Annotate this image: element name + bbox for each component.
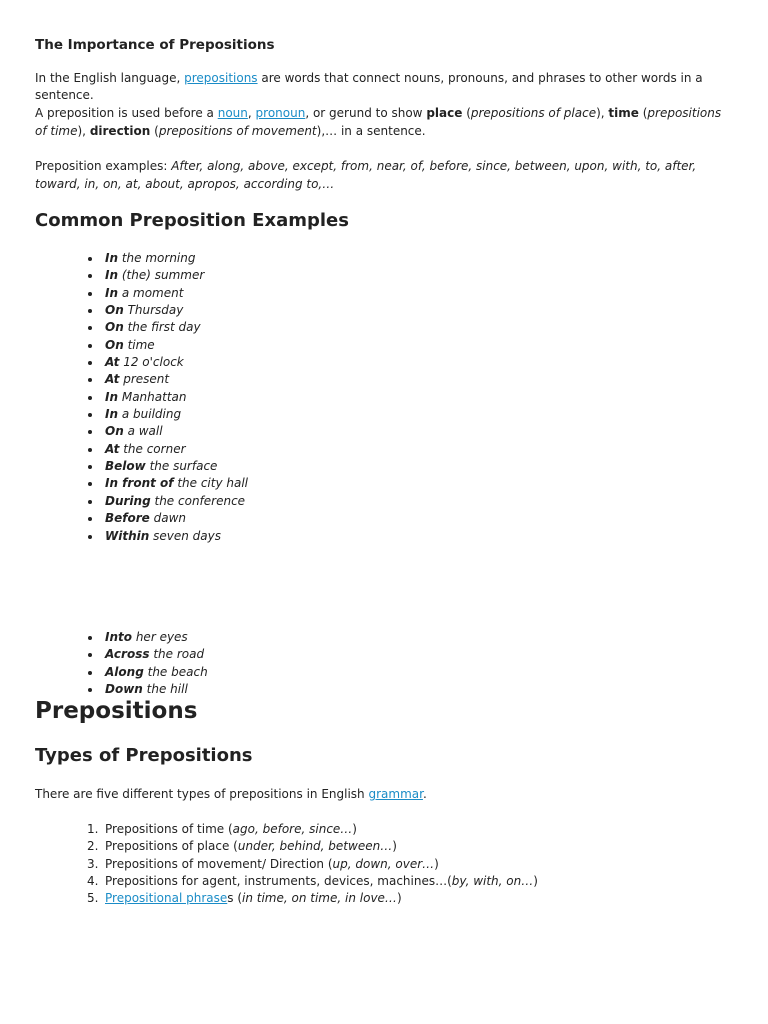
preposition: Along [105,664,144,679]
list-item [105,510,248,527]
type-text: Prepositions of movement/ Direction ( [105,856,333,871]
example-phrase: the corner [123,441,186,456]
list-item [105,267,248,284]
usage-time: time [608,106,639,120]
example-phrase: present [123,372,170,387]
list-item [105,406,248,423]
type-number: 4. [87,873,99,888]
types-intro-paragraph [35,786,735,803]
list-item [105,629,208,646]
examples-list: After, along, above, except, from, near, of, before, since, between, upon, with, to, after, toward, in, on, at, about, apropos, according to,… [35,159,697,191]
list-item [105,423,248,440]
list-item [105,354,248,371]
type-number: 2. [87,839,99,854]
example-phrase: the road [153,647,205,662]
preposition: In front of [105,476,174,491]
type-examples: under, behind, between… [237,839,393,854]
heading-types: Types of Prepositions [35,745,253,766]
preposition: On [105,337,124,352]
example-phrase: the conference [154,493,246,508]
usage-direction: direction [89,123,151,138]
link-pronoun[interactable]: pronoun [255,106,306,120]
link-grammar[interactable]: grammar [368,787,423,801]
list-item [105,528,248,545]
types-intro-end: . [422,787,427,801]
list-item [105,441,248,458]
type-examples: ago, before, since… [232,822,353,836]
list-item [105,371,248,388]
type-close: ) [392,839,397,854]
usage-time-note: prepositions of time [35,106,722,138]
example-phrase: the beach [147,664,208,679]
usage-place: place [426,106,463,120]
heading-prepositions: Prepositions [35,698,198,724]
intro-text-after: are words that connect nouns, pronouns, and phrases to other words in a sentence. [35,71,703,102]
preposition: On [105,320,124,335]
types-intro-text: There are five different types of prepositions in English [35,787,369,801]
usage-place-note: prepositions of place [470,106,597,120]
list-item [105,319,248,336]
example-phrase: seven days [153,528,221,543]
usage-text: ( [150,123,159,138]
preposition: Down [105,682,143,697]
usage-text: ( [638,106,648,120]
usage-text: , or gerund to show [305,106,427,120]
type-examples: by, with, on… [451,873,534,888]
type-text: Prepositions of place ( [105,839,238,854]
list-item [105,389,248,406]
example-phrase: the surface [149,459,218,474]
common-examples-list [35,250,248,545]
preposition: Within [105,528,150,543]
type-number: 1. [87,822,99,836]
preposition: In [105,251,119,265]
type-close: ) [533,873,538,888]
usage-direction-note: prepositions of movement [158,123,317,138]
example-phrase: a wall [127,424,163,439]
usage-paragraph [35,105,735,140]
link-prepositions[interactable]: prepositions [184,71,258,85]
preposition: At [105,372,120,387]
usage-text: , [247,106,256,120]
types-list [35,821,538,907]
preposition: During [105,493,151,508]
list-item [105,475,248,492]
example-phrase: Thursday [127,303,184,318]
example-phrase: the first day [127,320,201,335]
preposition: Before [105,511,150,526]
preposition: In [105,389,119,404]
list-item [105,493,248,510]
heading-common-examples: Common Preposition Examples [35,210,349,231]
type-text: Prepositions of time ( [105,822,233,836]
type-close: ) [396,891,402,906]
example-phrase: Manhattan [121,389,187,404]
list-item [105,664,208,681]
list-item [105,681,208,698]
type-text: Prepositions for agent, instruments, devices, machines…( [105,873,452,888]
movement-examples-list [35,629,208,698]
example-phrase: a building [121,407,182,422]
preposition: In [105,407,119,422]
example-phrase: 12 o'clock [123,355,184,370]
example-phrase: (the) summer [121,268,205,283]
preposition: In [105,268,119,283]
type-item [87,821,538,838]
preposition: At [105,441,120,456]
intro-paragraph [35,70,735,104]
list-item [105,458,248,475]
example-phrase: dawn [153,511,187,526]
examples-label: Preposition examples: [35,159,172,173]
example-phrase: the hill [146,682,188,697]
preposition: Below [105,459,146,474]
example-phrase: the morning [121,251,196,265]
usage-text: ), [77,123,90,138]
link-prepositional-phrase[interactable]: Prepositional phrase [105,891,228,906]
usage-text: A preposition is used before a [35,106,218,120]
example-phrase: the city hall [177,476,249,491]
type-item [87,890,538,907]
example-phrase: a moment [121,285,184,300]
list-item [105,250,248,267]
preposition: Across [105,647,150,662]
type-item [87,856,538,873]
type-item [87,838,538,855]
type-examples: up, down, over… [332,856,435,871]
type-examples: in time, on time, in love… [242,891,397,906]
usage-text: ),… in a sentence. [316,123,426,138]
usage-text: ( [462,106,471,120]
link-noun[interactable]: noun [217,106,248,120]
heading-importance: The Importance of Prepositions [35,37,275,53]
preposition: Into [105,630,132,644]
list-item [105,646,208,663]
type-number: 3. [87,856,99,871]
type-number: 5. [87,891,99,906]
usage-text: ), [596,106,609,120]
type-close: ) [352,822,357,836]
list-item [105,302,248,319]
list-item [105,285,248,302]
type-text: s ( [227,891,243,906]
intro-text-before: In the English language, [35,71,185,85]
preposition: At [105,355,120,370]
example-phrase: her eyes [135,630,188,644]
preposition: In [105,285,119,300]
examples-paragraph [35,158,735,193]
type-item [87,873,538,890]
preposition: On [105,424,124,439]
example-phrase: time [127,337,155,352]
type-close: ) [434,856,439,871]
list-item [105,337,248,354]
preposition: On [105,303,124,318]
